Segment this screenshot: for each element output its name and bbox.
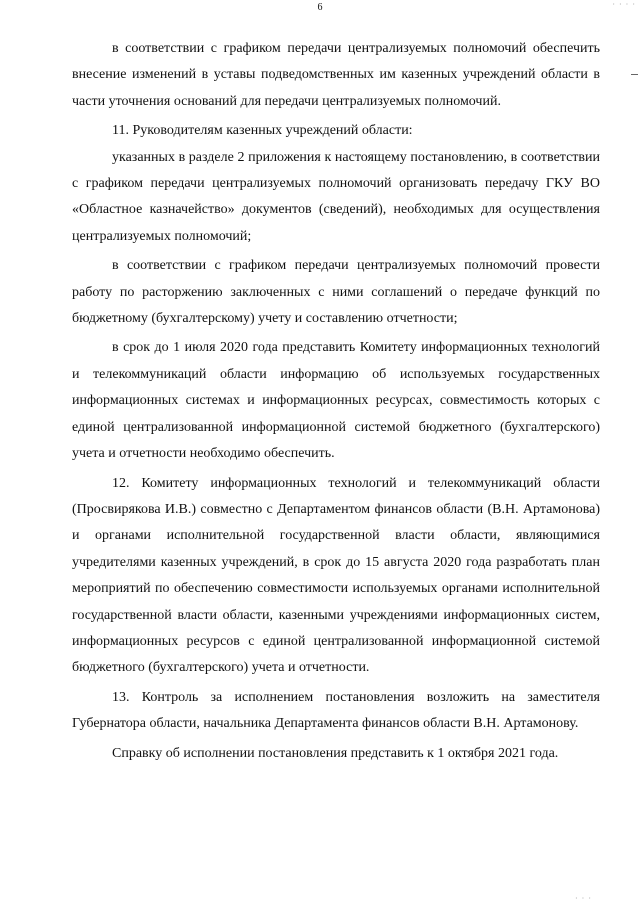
scan-mark-bottom-right: · · · xyxy=(575,894,592,903)
paragraph-report-deadline: Справку об исполнении постановления представить к 1 октября 2021 года. xyxy=(112,745,559,761)
document-body xyxy=(72,36,600,767)
page-number: 6 xyxy=(317,2,323,13)
scan-edge-mark xyxy=(631,74,638,75)
scan-mark-top-right: · · · · xyxy=(612,0,636,9)
paragraph-item-11-agreements-termination: в соответствии с графиком передачи централизуемых полномочий провести работу по расторжению заключенных с ними соглашений о передаче функций по бюджетному (бухгалтерскому) учету и составлению отчетности; xyxy=(72,258,600,327)
paragraph-item-13: 13. Контроль за исполнением постановления возложить на заместителя Губернатора области, начальника Департамента финансов области В.Н. Артамонову. xyxy=(72,689,600,732)
paragraph-item-11-documents-transfer: указанных в разделе 2 приложения к настоящему постановлению, в соответствии с графиком передачи централизуемых полномочий организовать передачу ГКУ ВО «Областное казначейство» документов (сведений), необходимых для осуществления централизуемых полномочий; xyxy=(72,149,600,244)
paragraph-item-11-information-systems: в срок до 1 июля 2020 года представить Комитету информационных технологий и телекоммуникаций области информацию об используемых государственных информационных системах и информационных ресурсах, совместимость которых с единой централизованной информационной системой бюджетного (бухгалтерского) учета и отчетности необходимо обеспечить. xyxy=(72,340,600,462)
paragraph-centralized-powers-charter: в соответствии с графиком передачи централизуемых полномочий обеспечить внесение изменений в уставы подведомственных им казенных учреждений области в части уточнения оснований для передачи централизуемых полномочий. xyxy=(72,41,600,109)
paragraph-item-11-heading: 11. Руководителям казенных учреждений области: xyxy=(112,123,413,139)
paragraph-item-12: 12. Комитету информационных технологий и телекоммуникаций области (Просвирякова И.В.) совместно с Департаментом финансов области (В.Н. Артамонова) и органами исполнительной государственной власти области, являющимися учредителями казенных учреждений, в срок до 15 августа 2020 года разработать план мероприятий по обеспечению совместимости используемых органами исполнительной государственной власти области, казенными учреждениями информационных систем, информационных ресурсов с единой централизованной информационной системой бюджетного (бухгалтерского) учета и отчетности. xyxy=(72,475,600,676)
